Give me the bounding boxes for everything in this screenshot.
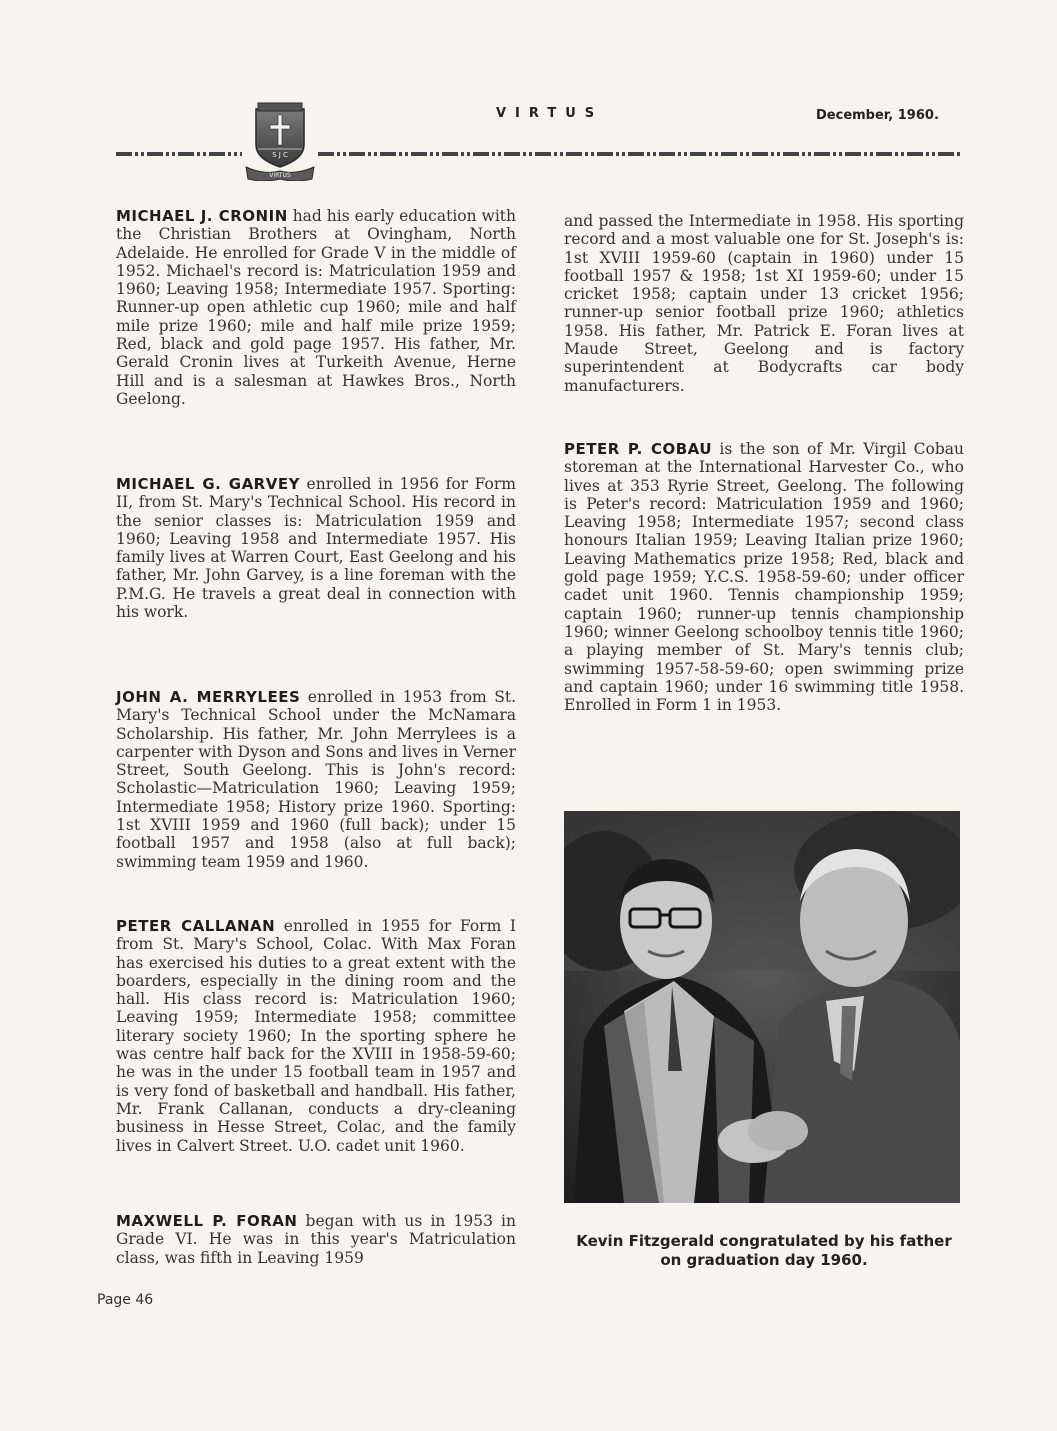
- entry-text: began with us in 1953 in Grade VI. He was in this year's Matriculation class, was fifth in Leaving 1959: [116, 1212, 516, 1267]
- page-number: Page 46: [97, 1292, 154, 1308]
- masthead-title: VIRTUS: [496, 106, 604, 121]
- entry-text: and passed the Intermediate in 1958. His sporting record and a most valuable one for St. Joseph's is: 1st XVIII 1959-60 (captain in 1960) under 15 football 1957 & 1958; 1st XI 1959-60; under 15 cricket 1958; captain under 13 cricket 1956; runner-up senior football prize 1960; athletics 1958. His father, Mr. Patrick E. Foran lives at Maude Street, Geelong and is factory superintendent at Bodycrafts car body manufacturers.: [564, 212, 964, 395]
- header-rule-left: [116, 152, 242, 156]
- entry-name: PETER CALLANAN: [116, 917, 276, 935]
- graduation-photo-image: [564, 811, 960, 1203]
- photo-caption: Kevin Fitzgerald congratulated by his father on graduation day 1960.: [576, 1232, 952, 1269]
- crest-monogram: S J C: [272, 151, 288, 159]
- entry-name: PETER P. COBAU: [564, 440, 713, 458]
- entry-text: enrolled in 1956 for Form II, from St. Mary's Technical School. His record in the senior classes is: Matriculation 1959 and 1960; Leaving 1958 and Intermediate 1957. His family lives at Warren Court, East Geelong and his father, Mr. John Garvey, is a line foreman with the P.M.G. He travels a great deal in connection with his work.: [116, 475, 516, 622]
- entry-name: MAXWELL P. FORAN: [116, 1212, 298, 1230]
- entry-name: MICHAEL J. CRONIN: [116, 207, 288, 225]
- entry-cronin: [116, 207, 516, 408]
- entry-callanan: [116, 917, 516, 1155]
- entry-text: enrolled in 1955 for Form I from St. Mary's School, Colac. With Max Foran has exercised his duties to a great extent with the boarders, especially in the dining room and the hall. His class record is: Matriculation 1960; Leaving 1959; Intermediate 1958; committee literary society 1960; In the sporting sphere he was centre half back for the XVIII in 1958-59-60; he was in the under 15 football team in 1957 and is very fond of basketball and handball. His father, Mr. Frank Callanan, conducts a dry-cleaning business in Hesse Street, Colac, and the family lives in Calvert Street. U.O. cadet unit 1960.: [116, 917, 516, 1155]
- graduation-photo: [564, 811, 960, 1203]
- entry-text: had his early education with the Christian Brothers at Ovingham, North Adelaide. He enrolled for Grade V in the middle of 1952. Michael's record is: Matriculation 1959 and 1960; Leaving 1958; Intermediate 1957. Sporting: Runner-up open athletic cup 1960; mile and half mile prize 1960; mile and half mile prize 1959; Red, black and gold page 1957. His father, Mr. Gerald Cronin lives at Turkeith Avenue, Herne Hill and is a salesman at Hawkes Bros., North Geelong.: [116, 207, 516, 408]
- entry-garvey: [116, 475, 516, 621]
- school-crest-icon: [244, 101, 316, 181]
- header-rule-right: [318, 152, 963, 156]
- entry-name: JOHN A. MERRYLEES: [116, 688, 301, 706]
- entry-cobau: [564, 440, 964, 714]
- entry-text: enrolled in 1953 from St. Mary's Technical School under the McNamara Scholarship. His father, Mr. John Merrylees is a carpenter with Dyson and Sons and lives in Verner Street, South Geelong. This is John's record: Scholastic—Matriculation 1960; Leaving 1959; Intermediate 1958; History prize 1960. Sporting: 1st XVIII 1959 and 1960 (full back); under 15 football 1957 and 1958 (also at full back); swimming team 1959 and 1960.: [116, 688, 516, 871]
- entry-merrylees: [116, 688, 516, 871]
- entry-text: is the son of Mr. Virgil Cobau storeman at the International Harvester Co., who lives at 353 Ryrie Street, Geelong. The following is Peter's record: Matriculation 1959 and 1960; Leaving 1958; Intermediate 1957; second class honours Italian 1959; Leaving Italian prize 1960; Leaving Mathematics prize 1958; Red, black and gold page 1959; Y.C.S. 1958-59-60; under officer cadet unit 1960. Tennis championship 1959; captain 1960; runner-up tennis championship 1960; winner Geelong schoolboy tennis title 1960; a playing member of St. Mary's tennis club; swimming 1957-58-59-60; open swimming prize and captain 1960; under 16 swimming title 1958. Enrolled in Form 1 in 1953.: [564, 440, 965, 715]
- entry-name: MICHAEL G. GARVEY: [116, 475, 300, 493]
- issue-date: December, 1960.: [816, 108, 939, 123]
- crest-motto: VIRTUS: [269, 172, 291, 179]
- entry-foran-continued: [564, 212, 964, 395]
- entry-foran: [116, 1212, 516, 1267]
